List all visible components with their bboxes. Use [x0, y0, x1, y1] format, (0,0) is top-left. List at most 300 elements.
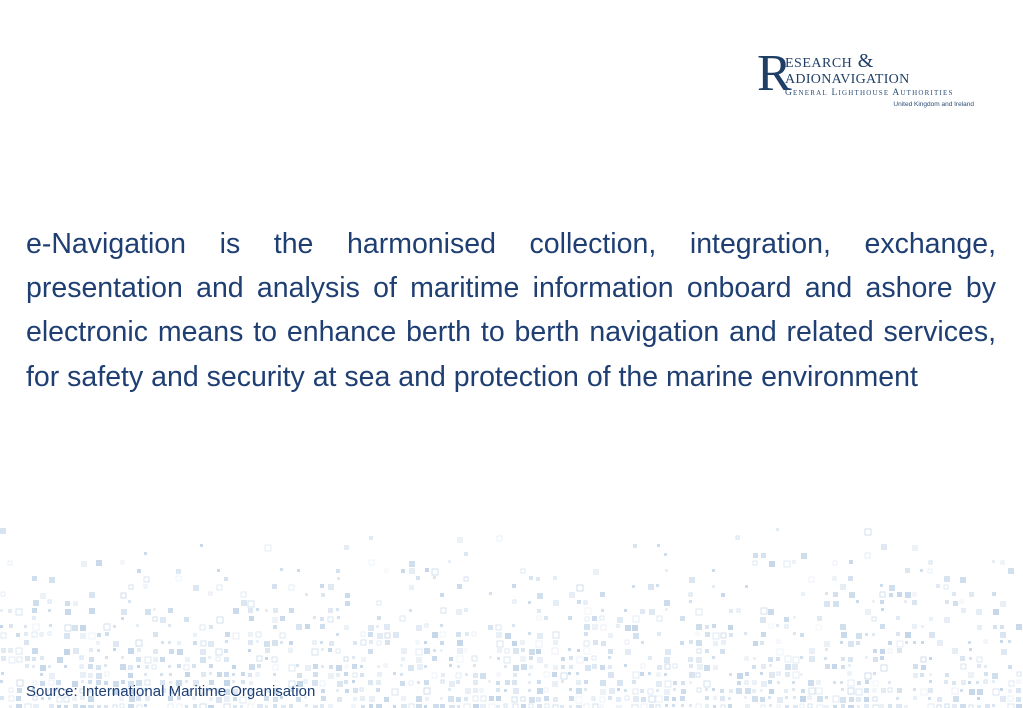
- pattern-square: [569, 696, 574, 701]
- pattern-square: [193, 633, 197, 637]
- pattern-square: [633, 672, 639, 678]
- pattern-square: [945, 673, 949, 677]
- pattern-square: [600, 616, 604, 620]
- pattern-square: [760, 641, 764, 645]
- pattern-square: [328, 648, 332, 652]
- pattern-square: [704, 681, 710, 687]
- pattern-square: [849, 560, 853, 564]
- pattern-square: [168, 704, 173, 708]
- pattern-square: [409, 568, 415, 574]
- pattern-square: [713, 641, 718, 646]
- pattern-square: [528, 601, 531, 604]
- pattern-square: [497, 657, 500, 660]
- pattern-square: [793, 696, 796, 699]
- pattern-square: [496, 625, 501, 630]
- pattern-square: [912, 600, 917, 605]
- pattern-square: [257, 704, 263, 708]
- pattern-square: [633, 544, 637, 548]
- pattern-square: [704, 665, 710, 671]
- pattern-square: [169, 673, 172, 676]
- pattern-square: [1008, 704, 1014, 708]
- pattern-square: [864, 697, 869, 702]
- pattern-square: [553, 697, 558, 702]
- pattern-square: [537, 616, 541, 620]
- pattern-square: [480, 704, 486, 708]
- pattern-square: [400, 673, 403, 676]
- pattern-square: [8, 561, 12, 565]
- pattern-square: [177, 641, 181, 645]
- pattern-square: [657, 665, 662, 670]
- pattern-square: [784, 689, 788, 693]
- pattern-square: [544, 616, 548, 620]
- pattern-square: [944, 576, 950, 582]
- pattern-square: [720, 649, 725, 654]
- pattern-square: [465, 688, 471, 694]
- pattern-square: [833, 561, 837, 565]
- pattern-square: [849, 592, 855, 598]
- pattern-square: [969, 689, 975, 695]
- pattern-square: [848, 664, 851, 667]
- pattern-square: [137, 569, 141, 573]
- pattern-square: [265, 609, 268, 612]
- pattern-square: [833, 681, 836, 684]
- pattern-square: [872, 633, 875, 636]
- pattern-square: [513, 600, 516, 603]
- pattern-square: [592, 616, 597, 621]
- pattern-square: [753, 553, 758, 558]
- pattern-square: [384, 624, 390, 630]
- pattern-square: [984, 665, 987, 668]
- pattern-square: [313, 641, 316, 644]
- pattern-square: [40, 665, 46, 671]
- pattern-square: [48, 600, 51, 603]
- pattern-square: [752, 680, 757, 685]
- pattern-square: [777, 697, 783, 703]
- pattern-square: [401, 569, 405, 573]
- pattern-square: [513, 673, 517, 677]
- pattern-square: [528, 673, 531, 676]
- pattern-square: [401, 648, 407, 654]
- pattern-square: [216, 657, 220, 661]
- pattern-square: [337, 697, 342, 702]
- pattern-square: [992, 560, 995, 563]
- pattern-square: [264, 641, 270, 647]
- pattern-square: [64, 633, 70, 639]
- pattern-square: [96, 641, 100, 645]
- pattern-square: [456, 680, 460, 684]
- pattern-square: [440, 632, 445, 637]
- pattern-square: [944, 617, 950, 623]
- pattern-square: [64, 665, 67, 668]
- pattern-square: [353, 697, 357, 701]
- pattern-square: [793, 672, 799, 678]
- pattern-square: [169, 649, 174, 654]
- pattern-square: [801, 553, 807, 559]
- pattern-square: [440, 641, 444, 645]
- pattern-square: [712, 585, 715, 588]
- pattern-square: [377, 633, 383, 639]
- decorative-pixel-pattern: [0, 528, 1023, 708]
- pattern-square: [672, 704, 675, 707]
- pattern-square: [616, 624, 620, 628]
- pattern-square: [137, 665, 140, 668]
- pattern-square: [280, 616, 285, 621]
- pattern-square: [40, 673, 43, 676]
- pattern-square: [344, 657, 348, 661]
- pattern-square: [224, 657, 229, 662]
- pattern-square: [241, 592, 246, 597]
- pattern-square: [913, 673, 918, 678]
- logo-line-region: United Kingdom and Ireland: [893, 101, 974, 108]
- pattern-square: [953, 601, 958, 606]
- pattern-square: [441, 673, 445, 677]
- pattern-square: [241, 600, 247, 606]
- pattern-square: [273, 608, 278, 613]
- pattern-square: [480, 673, 486, 679]
- pattern-square: [889, 585, 895, 591]
- pattern-square: [712, 688, 715, 691]
- pattern-square: [761, 632, 766, 637]
- pattern-square: [465, 632, 469, 636]
- pattern-square: [24, 625, 27, 628]
- pattern-square: [696, 632, 699, 635]
- pattern-square: [696, 640, 702, 646]
- pattern-square: [689, 600, 692, 603]
- pattern-square: [537, 593, 543, 599]
- pattern-square: [145, 665, 149, 669]
- pattern-square: [537, 680, 541, 684]
- pattern-square: [425, 568, 429, 572]
- pattern-square: [376, 680, 381, 685]
- pattern-square: [200, 657, 206, 663]
- pattern-square: [689, 681, 692, 684]
- pattern-square: [328, 704, 333, 708]
- pattern-square: [473, 664, 476, 667]
- pattern-square: [409, 681, 413, 685]
- pattern-square: [569, 592, 575, 598]
- pattern-square: [33, 624, 39, 630]
- pattern-square: [432, 673, 437, 678]
- pattern-square: [961, 680, 966, 685]
- pattern-square: [545, 704, 549, 708]
- pattern-square: [368, 632, 373, 637]
- pattern-square: [529, 665, 533, 669]
- pattern-square: [705, 625, 709, 629]
- pattern-square: [193, 704, 197, 708]
- pattern-square: [16, 648, 22, 654]
- pattern-square: [816, 625, 821, 630]
- pattern-square: [520, 656, 526, 662]
- pattern-square: [825, 648, 828, 651]
- pattern-square: [464, 649, 467, 652]
- pattern-square: [737, 681, 741, 685]
- pattern-square: [160, 657, 165, 662]
- pattern-square: [105, 632, 109, 636]
- pattern-square: [600, 697, 605, 702]
- pattern-square: [49, 704, 54, 708]
- pattern-square: [273, 665, 278, 670]
- pattern-square: [1, 592, 5, 596]
- pattern-square: [928, 569, 932, 573]
- pattern-square: [864, 704, 869, 708]
- pattern-square: [537, 704, 542, 708]
- pattern-square: [785, 672, 790, 677]
- pattern-square: [369, 640, 373, 644]
- pattern-square: [217, 672, 222, 677]
- pattern-square: [120, 704, 124, 708]
- pattern-square: [552, 672, 557, 677]
- pattern-square: [440, 593, 444, 597]
- pattern-square: [305, 704, 308, 707]
- pattern-square: [481, 696, 486, 701]
- pattern-square: [729, 673, 732, 676]
- pattern-square: [681, 681, 685, 685]
- pattern-square: [537, 609, 541, 613]
- pattern-square: [881, 544, 887, 550]
- pattern-square: [601, 625, 606, 630]
- pattern-square: [584, 641, 589, 646]
- pattern-square: [808, 680, 814, 686]
- pattern-square: [544, 672, 549, 677]
- pattern-square: [336, 649, 340, 653]
- pattern-square: [336, 633, 339, 636]
- pattern-square: [449, 664, 452, 667]
- pattern-square: [600, 680, 606, 686]
- pattern-square: [344, 625, 349, 630]
- pattern-square: [712, 569, 715, 572]
- pattern-square: [440, 649, 443, 652]
- pattern-square: [809, 656, 815, 662]
- pattern-square: [784, 617, 789, 622]
- pattern-square: [497, 673, 500, 676]
- pattern-square: [384, 664, 387, 667]
- pattern-square: [584, 632, 588, 636]
- pattern-square: [568, 648, 571, 651]
- pattern-square: [641, 664, 645, 668]
- pattern-square: [696, 704, 701, 708]
- pattern-square: [624, 664, 627, 667]
- pattern-square: [888, 641, 892, 645]
- pattern-square: [984, 680, 987, 683]
- pattern-square: [256, 673, 259, 676]
- pattern-square: [416, 649, 422, 655]
- pattern-square: [137, 648, 141, 652]
- pattern-square: [209, 592, 212, 595]
- pattern-square: [121, 609, 127, 615]
- pattern-square: [393, 632, 399, 638]
- pattern-square: [153, 617, 157, 621]
- pattern-square: [512, 584, 516, 588]
- pattern-square: [696, 673, 700, 677]
- pattern-square: [649, 704, 654, 708]
- pattern-square: [529, 704, 533, 708]
- pattern-square: [1008, 696, 1013, 701]
- pattern-square: [217, 585, 222, 590]
- pattern-square: [353, 641, 357, 645]
- pattern-square: [760, 617, 766, 623]
- pattern-square: [929, 561, 932, 564]
- pattern-square: [825, 664, 830, 669]
- pattern-square: [952, 648, 958, 654]
- pattern-square: [600, 665, 605, 670]
- pattern-square: [464, 608, 468, 612]
- pattern-square: [993, 625, 997, 629]
- pattern-square: [929, 673, 932, 676]
- pattern-square: [369, 560, 374, 565]
- pattern-square: [865, 673, 871, 679]
- pattern-square: [873, 681, 878, 686]
- pattern-square: [320, 617, 324, 621]
- pattern-square: [80, 665, 83, 668]
- pattern-square: [528, 689, 531, 692]
- pattern-square: [505, 649, 509, 653]
- pattern-square: [888, 688, 892, 692]
- pattern-square: [960, 656, 965, 661]
- pattern-square: [544, 696, 549, 701]
- pattern-square: [897, 641, 903, 647]
- pattern-square: [769, 704, 772, 707]
- pattern-square: [952, 681, 956, 685]
- pattern-square: [24, 632, 28, 636]
- pattern-square: [816, 680, 821, 685]
- pattern-square: [16, 704, 22, 708]
- pattern-square: [849, 697, 854, 702]
- pattern-square: [833, 592, 838, 597]
- pattern-square: [905, 568, 910, 573]
- pattern-square: [625, 640, 629, 644]
- pattern-square: [992, 673, 998, 679]
- pattern-square: [880, 592, 885, 597]
- pattern-square: [32, 616, 36, 620]
- pattern-square: [80, 656, 83, 659]
- pattern-square: [865, 529, 871, 535]
- pattern-square: [80, 625, 86, 631]
- pattern-square: [873, 649, 877, 653]
- pattern-square: [504, 704, 507, 707]
- pattern-square: [929, 617, 933, 621]
- pattern-square: [632, 680, 636, 684]
- pattern-square: [769, 672, 775, 678]
- pattern-square: [168, 641, 171, 644]
- pattern-square: [976, 609, 982, 615]
- pattern-square: [865, 553, 870, 558]
- pattern-square: [361, 657, 366, 662]
- pattern-square: [680, 696, 685, 701]
- pattern-square: [384, 697, 389, 702]
- pattern-square: [897, 592, 902, 597]
- pattern-square: [416, 641, 419, 644]
- pattern-square: [136, 640, 142, 646]
- pattern-square: [576, 680, 581, 685]
- pattern-square: [744, 632, 747, 635]
- pattern-square: [144, 585, 147, 588]
- pattern-square: [288, 648, 293, 653]
- pattern-square: [761, 681, 767, 687]
- pattern-square: [968, 672, 974, 678]
- pattern-square: [528, 681, 531, 684]
- pattern-square: [456, 673, 461, 678]
- pattern-square: [521, 664, 527, 670]
- pattern-square: [97, 633, 101, 637]
- pattern-square: [513, 648, 519, 654]
- pattern-square: [144, 673, 147, 676]
- pattern-square: [200, 625, 205, 630]
- pattern-square: [200, 704, 206, 708]
- pattern-square: [585, 617, 589, 621]
- pattern-square: [352, 656, 355, 659]
- pattern-square: [336, 689, 339, 692]
- pattern-square: [577, 649, 580, 652]
- pattern-square: [848, 688, 854, 694]
- pattern-square: [960, 600, 963, 603]
- pattern-square: [488, 625, 493, 630]
- pattern-square: [952, 704, 957, 708]
- pattern-square: [105, 656, 108, 659]
- pattern-square: [993, 689, 999, 695]
- pattern-square: [400, 681, 405, 686]
- pattern-square: [888, 649, 892, 653]
- pattern-square: [760, 672, 763, 675]
- pattern-square: [529, 649, 535, 655]
- pattern-square: [48, 665, 51, 668]
- pattern-square: [761, 664, 766, 669]
- pattern-square: [345, 665, 348, 668]
- pattern-square: [321, 665, 324, 668]
- pattern-square: [473, 704, 479, 708]
- pattern-square: [840, 681, 843, 684]
- pattern-square: [592, 664, 597, 669]
- pattern-square: [504, 665, 507, 668]
- pattern-square: [521, 704, 526, 708]
- pattern-square: [705, 649, 709, 653]
- pattern-square: [944, 680, 948, 684]
- pattern-square: [96, 665, 101, 670]
- pattern-square: [65, 625, 71, 631]
- pattern-square: [824, 657, 827, 660]
- pattern-square: [48, 609, 51, 612]
- pattern-square: [120, 664, 126, 670]
- pattern-square: [800, 633, 804, 637]
- pattern-square: [648, 656, 652, 660]
- pattern-square: [880, 649, 885, 654]
- pattern-square: [89, 657, 94, 662]
- pattern-square: [984, 672, 988, 676]
- pattern-square: [832, 664, 837, 669]
- pattern-square: [785, 656, 791, 662]
- pattern-square: [393, 672, 396, 675]
- pattern-square: [377, 641, 381, 645]
- pattern-square: [160, 673, 163, 676]
- pattern-square: [489, 704, 495, 708]
- pattern-square: [529, 697, 535, 703]
- pattern-square: [81, 561, 87, 567]
- pattern-square: [696, 657, 702, 663]
- pattern-square: [456, 609, 462, 615]
- pattern-square: [712, 656, 715, 659]
- pattern-square: [577, 600, 581, 604]
- pattern-square: [529, 576, 533, 580]
- pattern-square: [313, 664, 318, 669]
- pattern-square: [584, 648, 590, 654]
- pattern-square: [561, 673, 567, 679]
- pattern-square: [648, 672, 651, 675]
- pattern-square: [969, 592, 974, 597]
- pattern-square: [456, 632, 461, 637]
- pattern-square: [344, 545, 349, 550]
- pattern-square: [289, 704, 293, 708]
- pattern-square: [649, 696, 655, 702]
- pattern-square: [361, 632, 365, 636]
